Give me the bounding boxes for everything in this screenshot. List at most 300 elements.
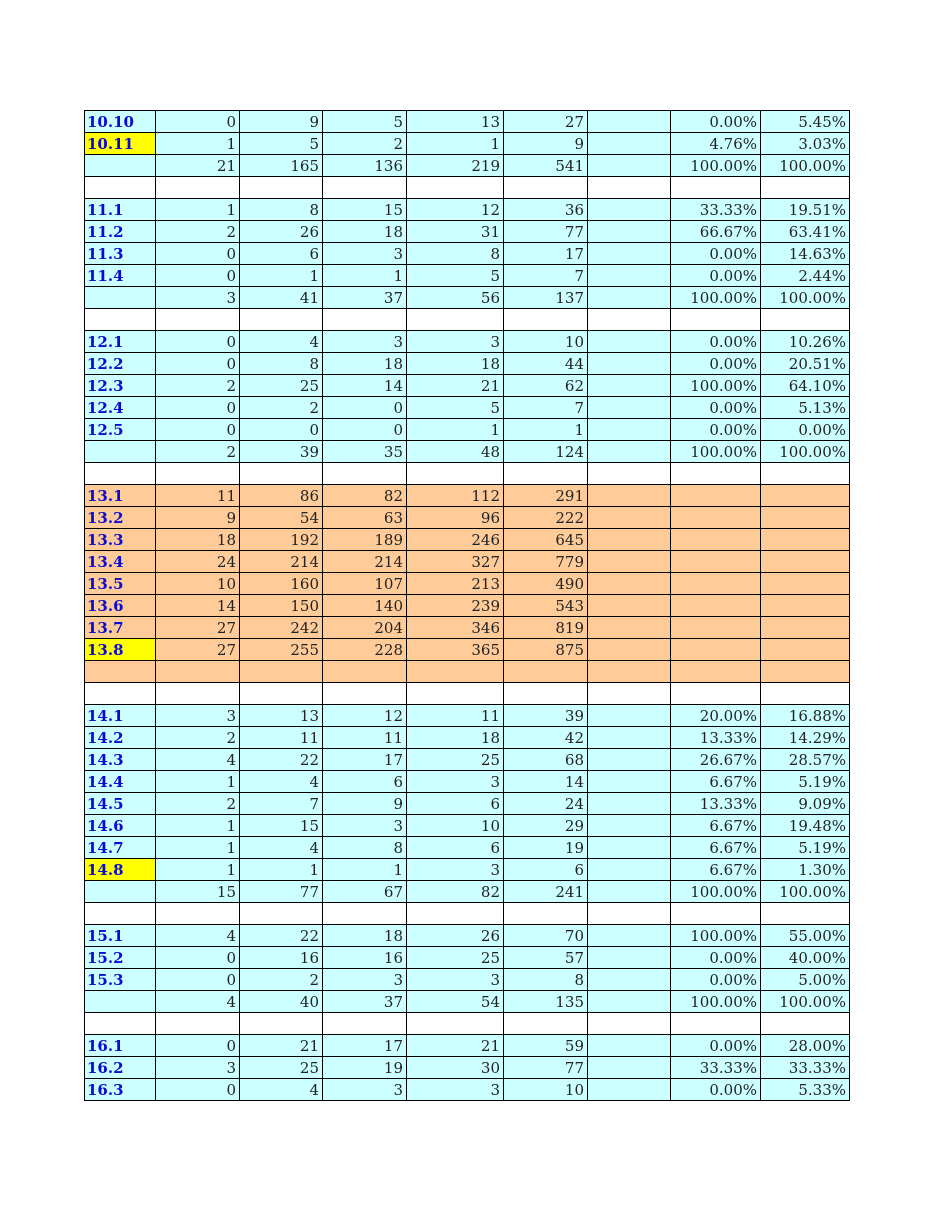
value-cell-col-8[interactable]: 55.00% <box>761 925 850 947</box>
value-cell-col-7[interactable] <box>671 551 761 573</box>
value-cell-col-5[interactable]: 10 <box>504 1079 588 1101</box>
row-label-cell[interactable]: 14.6 <box>85 815 156 837</box>
value-cell-col-1[interactable]: 0 <box>156 353 240 375</box>
value-cell-col-5[interactable]: 17 <box>504 243 588 265</box>
value-cell-col-6[interactable] <box>588 353 671 375</box>
value-cell-col-3[interactable]: 0 <box>323 397 407 419</box>
value-cell-col-3[interactable]: 3 <box>323 969 407 991</box>
row-label-cell[interactable]: 14.8 <box>85 859 156 881</box>
value-cell-col-6[interactable] <box>588 111 671 133</box>
value-cell-col-1[interactable]: 2 <box>156 441 240 463</box>
value-cell-col-7[interactable] <box>671 573 761 595</box>
value-cell-col-2[interactable]: 6 <box>240 243 323 265</box>
row-label-cell[interactable]: 13.8 <box>85 639 156 661</box>
value-cell-col-6[interactable] <box>588 991 671 1013</box>
value-cell-col-5[interactable] <box>504 661 588 683</box>
value-cell-col-4[interactable]: 21 <box>407 375 504 397</box>
value-cell-col-1[interactable]: 1 <box>156 771 240 793</box>
row-label-cell[interactable]: 12.1 <box>85 331 156 353</box>
value-cell-col-6[interactable] <box>588 1013 671 1035</box>
value-cell-col-8[interactable]: 100.00% <box>761 155 850 177</box>
value-cell-col-2[interactable]: 4 <box>240 1079 323 1101</box>
value-cell-col-3[interactable]: 63 <box>323 507 407 529</box>
value-cell-col-5[interactable]: 39 <box>504 705 588 727</box>
value-cell-col-4[interactable]: 30 <box>407 1057 504 1079</box>
value-cell-col-3[interactable] <box>323 177 407 199</box>
value-cell-col-7[interactable]: 0.00% <box>671 353 761 375</box>
value-cell-col-1[interactable]: 3 <box>156 1057 240 1079</box>
value-cell-col-7[interactable]: 100.00% <box>671 155 761 177</box>
value-cell-col-6[interactable] <box>588 265 671 287</box>
value-cell-col-6[interactable] <box>588 133 671 155</box>
value-cell-col-4[interactable]: 6 <box>407 793 504 815</box>
value-cell-col-8[interactable]: 20.51% <box>761 353 850 375</box>
row-label-cell[interactable]: 14.1 <box>85 705 156 727</box>
value-cell-col-2[interactable]: 15 <box>240 815 323 837</box>
value-cell-col-3[interactable]: 11 <box>323 727 407 749</box>
value-cell-col-4[interactable]: 112 <box>407 485 504 507</box>
value-cell-col-1[interactable]: 2 <box>156 793 240 815</box>
row-label-cell[interactable] <box>85 155 156 177</box>
value-cell-col-6[interactable] <box>588 947 671 969</box>
value-cell-col-3[interactable]: 8 <box>323 837 407 859</box>
row-label-cell[interactable]: 11.2 <box>85 221 156 243</box>
value-cell-col-1[interactable]: 0 <box>156 1079 240 1101</box>
value-cell-col-1[interactable]: 1 <box>156 133 240 155</box>
value-cell-col-5[interactable]: 1 <box>504 419 588 441</box>
value-cell-col-8[interactable] <box>761 1013 850 1035</box>
value-cell-col-7[interactable]: 100.00% <box>671 925 761 947</box>
value-cell-col-3[interactable]: 37 <box>323 991 407 1013</box>
value-cell-col-2[interactable]: 86 <box>240 485 323 507</box>
value-cell-col-1[interactable]: 1 <box>156 815 240 837</box>
row-label-cell[interactable] <box>85 661 156 683</box>
value-cell-col-2[interactable]: 21 <box>240 1035 323 1057</box>
row-label-cell[interactable]: 13.5 <box>85 573 156 595</box>
value-cell-col-8[interactable] <box>761 507 850 529</box>
value-cell-col-6[interactable] <box>588 749 671 771</box>
value-cell-col-4[interactable]: 25 <box>407 749 504 771</box>
value-cell-col-2[interactable]: 214 <box>240 551 323 573</box>
row-label-cell[interactable]: 10.11 <box>85 133 156 155</box>
value-cell-col-8[interactable]: 33.33% <box>761 1057 850 1079</box>
value-cell-col-2[interactable]: 5 <box>240 133 323 155</box>
value-cell-col-6[interactable] <box>588 903 671 925</box>
value-cell-col-1[interactable]: 21 <box>156 155 240 177</box>
value-cell-col-2[interactable]: 11 <box>240 727 323 749</box>
row-label-cell[interactable]: 12.3 <box>85 375 156 397</box>
value-cell-col-3[interactable]: 18 <box>323 925 407 947</box>
value-cell-col-7[interactable] <box>671 529 761 551</box>
value-cell-col-4[interactable]: 11 <box>407 705 504 727</box>
value-cell-col-3[interactable]: 35 <box>323 441 407 463</box>
value-cell-col-4[interactable]: 18 <box>407 353 504 375</box>
value-cell-col-7[interactable]: 6.67% <box>671 815 761 837</box>
value-cell-col-6[interactable] <box>588 243 671 265</box>
value-cell-col-4[interactable] <box>407 661 504 683</box>
row-label-cell[interactable]: 16.2 <box>85 1057 156 1079</box>
value-cell-col-4[interactable]: 82 <box>407 881 504 903</box>
value-cell-col-2[interactable]: 22 <box>240 749 323 771</box>
value-cell-col-6[interactable] <box>588 837 671 859</box>
value-cell-col-7[interactable]: 6.67% <box>671 837 761 859</box>
value-cell-col-4[interactable]: 54 <box>407 991 504 1013</box>
value-cell-col-1[interactable]: 0 <box>156 947 240 969</box>
row-label-cell[interactable]: 13.2 <box>85 507 156 529</box>
value-cell-col-1[interactable]: 4 <box>156 749 240 771</box>
value-cell-col-5[interactable]: 291 <box>504 485 588 507</box>
value-cell-col-5[interactable] <box>504 177 588 199</box>
value-cell-col-5[interactable]: 14 <box>504 771 588 793</box>
row-label-cell[interactable]: 12.2 <box>85 353 156 375</box>
row-label-cell[interactable]: 16.1 <box>85 1035 156 1057</box>
value-cell-col-5[interactable]: 124 <box>504 441 588 463</box>
value-cell-col-8[interactable]: 5.45% <box>761 111 850 133</box>
value-cell-col-8[interactable] <box>761 177 850 199</box>
value-cell-col-1[interactable]: 0 <box>156 969 240 991</box>
value-cell-col-5[interactable]: 8 <box>504 969 588 991</box>
value-cell-col-2[interactable]: 77 <box>240 881 323 903</box>
value-cell-col-8[interactable] <box>761 683 850 705</box>
value-cell-col-3[interactable]: 214 <box>323 551 407 573</box>
value-cell-col-7[interactable] <box>671 639 761 661</box>
value-cell-col-5[interactable]: 57 <box>504 947 588 969</box>
value-cell-col-3[interactable] <box>323 903 407 925</box>
value-cell-col-7[interactable] <box>671 903 761 925</box>
value-cell-col-4[interactable]: 3 <box>407 969 504 991</box>
value-cell-col-4[interactable]: 213 <box>407 573 504 595</box>
row-label-cell[interactable] <box>85 991 156 1013</box>
value-cell-col-2[interactable]: 26 <box>240 221 323 243</box>
value-cell-col-4[interactable]: 31 <box>407 221 504 243</box>
row-label-cell[interactable]: 14.2 <box>85 727 156 749</box>
value-cell-col-7[interactable]: 0.00% <box>671 1079 761 1101</box>
value-cell-col-4[interactable]: 239 <box>407 595 504 617</box>
value-cell-col-6[interactable] <box>588 397 671 419</box>
value-cell-col-2[interactable]: 4 <box>240 837 323 859</box>
value-cell-col-3[interactable]: 67 <box>323 881 407 903</box>
value-cell-col-5[interactable] <box>504 309 588 331</box>
value-cell-col-8[interactable]: 19.51% <box>761 199 850 221</box>
row-label-cell[interactable]: 10.10 <box>85 111 156 133</box>
value-cell-col-5[interactable]: 779 <box>504 551 588 573</box>
value-cell-col-8[interactable]: 14.63% <box>761 243 850 265</box>
value-cell-col-8[interactable]: 64.10% <box>761 375 850 397</box>
value-cell-col-3[interactable]: 12 <box>323 705 407 727</box>
value-cell-col-1[interactable]: 0 <box>156 419 240 441</box>
value-cell-col-3[interactable]: 3 <box>323 815 407 837</box>
value-cell-col-2[interactable]: 192 <box>240 529 323 551</box>
value-cell-col-7[interactable] <box>671 617 761 639</box>
value-cell-col-6[interactable] <box>588 573 671 595</box>
value-cell-col-7[interactable]: 20.00% <box>671 705 761 727</box>
value-cell-col-5[interactable]: 19 <box>504 837 588 859</box>
value-cell-col-4[interactable] <box>407 683 504 705</box>
value-cell-col-1[interactable]: 4 <box>156 991 240 1013</box>
value-cell-col-7[interactable]: 66.67% <box>671 221 761 243</box>
value-cell-col-3[interactable]: 14 <box>323 375 407 397</box>
value-cell-col-6[interactable] <box>588 771 671 793</box>
row-label-cell[interactable]: 14.7 <box>85 837 156 859</box>
value-cell-col-7[interactable] <box>671 309 761 331</box>
value-cell-col-5[interactable]: 6 <box>504 859 588 881</box>
value-cell-col-3[interactable]: 3 <box>323 331 407 353</box>
value-cell-col-6[interactable] <box>588 617 671 639</box>
value-cell-col-8[interactable] <box>761 617 850 639</box>
value-cell-col-1[interactable]: 0 <box>156 331 240 353</box>
value-cell-col-6[interactable] <box>588 727 671 749</box>
value-cell-col-5[interactable]: 29 <box>504 815 588 837</box>
row-label-cell[interactable] <box>85 683 156 705</box>
value-cell-col-3[interactable]: 107 <box>323 573 407 595</box>
value-cell-col-1[interactable]: 27 <box>156 639 240 661</box>
value-cell-col-2[interactable] <box>240 463 323 485</box>
value-cell-col-7[interactable]: 0.00% <box>671 419 761 441</box>
value-cell-col-7[interactable]: 0.00% <box>671 397 761 419</box>
value-cell-col-6[interactable] <box>588 375 671 397</box>
row-label-cell[interactable]: 13.7 <box>85 617 156 639</box>
row-label-cell[interactable] <box>85 441 156 463</box>
value-cell-col-7[interactable] <box>671 595 761 617</box>
value-cell-col-8[interactable]: 100.00% <box>761 441 850 463</box>
value-cell-col-2[interactable] <box>240 903 323 925</box>
value-cell-col-1[interactable]: 1 <box>156 837 240 859</box>
row-label-cell[interactable]: 13.4 <box>85 551 156 573</box>
value-cell-col-8[interactable]: 63.41% <box>761 221 850 243</box>
value-cell-col-8[interactable] <box>761 573 850 595</box>
value-cell-col-3[interactable] <box>323 463 407 485</box>
value-cell-col-5[interactable]: 241 <box>504 881 588 903</box>
value-cell-col-4[interactable]: 327 <box>407 551 504 573</box>
value-cell-col-2[interactable] <box>240 177 323 199</box>
row-label-cell[interactable]: 13.1 <box>85 485 156 507</box>
value-cell-col-3[interactable]: 16 <box>323 947 407 969</box>
value-cell-col-5[interactable]: 36 <box>504 199 588 221</box>
value-cell-col-6[interactable] <box>588 639 671 661</box>
value-cell-col-2[interactable]: 150 <box>240 595 323 617</box>
value-cell-col-1[interactable] <box>156 177 240 199</box>
value-cell-col-8[interactable]: 0.00% <box>761 419 850 441</box>
value-cell-col-6[interactable] <box>588 485 671 507</box>
value-cell-col-8[interactable] <box>761 309 850 331</box>
value-cell-col-8[interactable]: 1.30% <box>761 859 850 881</box>
value-cell-col-3[interactable]: 82 <box>323 485 407 507</box>
value-cell-col-2[interactable]: 242 <box>240 617 323 639</box>
value-cell-col-1[interactable]: 11 <box>156 485 240 507</box>
value-cell-col-3[interactable]: 136 <box>323 155 407 177</box>
value-cell-col-2[interactable]: 39 <box>240 441 323 463</box>
value-cell-col-5[interactable]: 543 <box>504 595 588 617</box>
row-label-cell[interactable]: 15.1 <box>85 925 156 947</box>
value-cell-col-4[interactable]: 25 <box>407 947 504 969</box>
value-cell-col-6[interactable] <box>588 793 671 815</box>
value-cell-col-8[interactable]: 19.48% <box>761 815 850 837</box>
value-cell-col-6[interactable] <box>588 309 671 331</box>
value-cell-col-1[interactable]: 2 <box>156 375 240 397</box>
value-cell-col-2[interactable] <box>240 683 323 705</box>
value-cell-col-5[interactable]: 62 <box>504 375 588 397</box>
value-cell-col-1[interactable] <box>156 661 240 683</box>
value-cell-col-4[interactable]: 48 <box>407 441 504 463</box>
value-cell-col-3[interactable]: 37 <box>323 287 407 309</box>
value-cell-col-4[interactable]: 13 <box>407 111 504 133</box>
value-cell-col-6[interactable] <box>588 1079 671 1101</box>
value-cell-col-7[interactable]: 100.00% <box>671 881 761 903</box>
value-cell-col-3[interactable]: 0 <box>323 419 407 441</box>
row-label-cell[interactable]: 11.1 <box>85 199 156 221</box>
value-cell-col-4[interactable]: 365 <box>407 639 504 661</box>
value-cell-col-5[interactable]: 59 <box>504 1035 588 1057</box>
value-cell-col-7[interactable]: 4.76% <box>671 133 761 155</box>
value-cell-col-5[interactable]: 135 <box>504 991 588 1013</box>
row-label-cell[interactable]: 13.6 <box>85 595 156 617</box>
value-cell-col-7[interactable]: 0.00% <box>671 111 761 133</box>
value-cell-col-6[interactable] <box>588 529 671 551</box>
value-cell-col-7[interactable] <box>671 485 761 507</box>
value-cell-col-1[interactable] <box>156 309 240 331</box>
value-cell-col-1[interactable]: 1 <box>156 199 240 221</box>
value-cell-col-4[interactable] <box>407 463 504 485</box>
value-cell-col-2[interactable]: 16 <box>240 947 323 969</box>
value-cell-col-3[interactable]: 2 <box>323 133 407 155</box>
value-cell-col-4[interactable]: 96 <box>407 507 504 529</box>
value-cell-col-4[interactable] <box>407 903 504 925</box>
row-label-cell[interactable]: 14.5 <box>85 793 156 815</box>
value-cell-col-8[interactable]: 10.26% <box>761 331 850 353</box>
value-cell-col-4[interactable]: 10 <box>407 815 504 837</box>
value-cell-col-7[interactable]: 0.00% <box>671 265 761 287</box>
value-cell-col-3[interactable]: 140 <box>323 595 407 617</box>
value-cell-col-4[interactable]: 5 <box>407 265 504 287</box>
value-cell-col-3[interactable]: 3 <box>323 243 407 265</box>
value-cell-col-6[interactable] <box>588 155 671 177</box>
value-cell-col-2[interactable]: 4 <box>240 771 323 793</box>
value-cell-col-8[interactable] <box>761 529 850 551</box>
value-cell-col-4[interactable] <box>407 309 504 331</box>
value-cell-col-7[interactable]: 0.00% <box>671 243 761 265</box>
value-cell-col-4[interactable]: 1 <box>407 419 504 441</box>
value-cell-col-1[interactable]: 0 <box>156 1035 240 1057</box>
value-cell-col-8[interactable] <box>761 463 850 485</box>
value-cell-col-7[interactable]: 13.33% <box>671 793 761 815</box>
row-label-cell[interactable] <box>85 903 156 925</box>
value-cell-col-6[interactable] <box>588 331 671 353</box>
value-cell-col-2[interactable]: 1 <box>240 265 323 287</box>
value-cell-col-8[interactable]: 9.09% <box>761 793 850 815</box>
value-cell-col-6[interactable] <box>588 595 671 617</box>
value-cell-col-2[interactable]: 4 <box>240 331 323 353</box>
value-cell-col-4[interactable] <box>407 1013 504 1035</box>
value-cell-col-2[interactable]: 1 <box>240 859 323 881</box>
value-cell-col-4[interactable]: 18 <box>407 727 504 749</box>
value-cell-col-5[interactable]: 645 <box>504 529 588 551</box>
value-cell-col-3[interactable]: 3 <box>323 1079 407 1101</box>
value-cell-col-8[interactable]: 100.00% <box>761 991 850 1013</box>
value-cell-col-7[interactable]: 100.00% <box>671 991 761 1013</box>
row-label-cell[interactable] <box>85 287 156 309</box>
value-cell-col-6[interactable] <box>588 287 671 309</box>
value-cell-col-5[interactable]: 7 <box>504 397 588 419</box>
value-cell-col-1[interactable] <box>156 903 240 925</box>
value-cell-col-6[interactable] <box>588 1035 671 1057</box>
value-cell-col-5[interactable]: 541 <box>504 155 588 177</box>
value-cell-col-2[interactable]: 165 <box>240 155 323 177</box>
value-cell-col-8[interactable] <box>761 661 850 683</box>
value-cell-col-1[interactable]: 18 <box>156 529 240 551</box>
value-cell-col-3[interactable] <box>323 661 407 683</box>
value-cell-col-4[interactable]: 219 <box>407 155 504 177</box>
value-cell-col-4[interactable]: 3 <box>407 859 504 881</box>
value-cell-col-5[interactable] <box>504 683 588 705</box>
value-cell-col-6[interactable] <box>588 1057 671 1079</box>
value-cell-col-4[interactable]: 5 <box>407 397 504 419</box>
value-cell-col-8[interactable]: 5.00% <box>761 969 850 991</box>
value-cell-col-4[interactable]: 21 <box>407 1035 504 1057</box>
value-cell-col-1[interactable]: 14 <box>156 595 240 617</box>
value-cell-col-6[interactable] <box>588 705 671 727</box>
value-cell-col-1[interactable] <box>156 1013 240 1035</box>
value-cell-col-2[interactable] <box>240 309 323 331</box>
value-cell-col-5[interactable]: 10 <box>504 331 588 353</box>
value-cell-col-2[interactable]: 54 <box>240 507 323 529</box>
value-cell-col-4[interactable]: 6 <box>407 837 504 859</box>
value-cell-col-2[interactable]: 8 <box>240 353 323 375</box>
value-cell-col-3[interactable] <box>323 1013 407 1035</box>
value-cell-col-5[interactable] <box>504 1013 588 1035</box>
value-cell-col-5[interactable]: 24 <box>504 793 588 815</box>
value-cell-col-1[interactable]: 0 <box>156 397 240 419</box>
value-cell-col-8[interactable]: 5.19% <box>761 771 850 793</box>
value-cell-col-7[interactable] <box>671 507 761 529</box>
value-cell-col-5[interactable]: 68 <box>504 749 588 771</box>
value-cell-col-2[interactable]: 255 <box>240 639 323 661</box>
value-cell-col-8[interactable] <box>761 595 850 617</box>
value-cell-col-3[interactable]: 9 <box>323 793 407 815</box>
value-cell-col-7[interactable] <box>671 1013 761 1035</box>
value-cell-col-8[interactable]: 100.00% <box>761 881 850 903</box>
value-cell-col-2[interactable]: 25 <box>240 1057 323 1079</box>
value-cell-col-2[interactable]: 13 <box>240 705 323 727</box>
value-cell-col-4[interactable]: 3 <box>407 1079 504 1101</box>
value-cell-col-6[interactable] <box>588 441 671 463</box>
value-cell-col-6[interactable] <box>588 969 671 991</box>
value-cell-col-3[interactable]: 1 <box>323 859 407 881</box>
row-label-cell[interactable]: 14.3 <box>85 749 156 771</box>
value-cell-col-3[interactable] <box>323 683 407 705</box>
value-cell-col-1[interactable]: 1 <box>156 859 240 881</box>
value-cell-col-6[interactable] <box>588 507 671 529</box>
value-cell-col-8[interactable]: 14.29% <box>761 727 850 749</box>
row-label-cell[interactable]: 11.3 <box>85 243 156 265</box>
value-cell-col-2[interactable]: 25 <box>240 375 323 397</box>
value-cell-col-6[interactable] <box>588 177 671 199</box>
value-cell-col-6[interactable] <box>588 199 671 221</box>
value-cell-col-1[interactable] <box>156 683 240 705</box>
value-cell-col-8[interactable] <box>761 639 850 661</box>
value-cell-col-5[interactable] <box>504 903 588 925</box>
value-cell-col-3[interactable]: 19 <box>323 1057 407 1079</box>
value-cell-col-7[interactable]: 0.00% <box>671 969 761 991</box>
value-cell-col-1[interactable]: 3 <box>156 705 240 727</box>
value-cell-col-7[interactable]: 26.67% <box>671 749 761 771</box>
value-cell-col-3[interactable]: 204 <box>323 617 407 639</box>
value-cell-col-5[interactable] <box>504 463 588 485</box>
value-cell-col-5[interactable]: 77 <box>504 1057 588 1079</box>
value-cell-col-5[interactable]: 9 <box>504 133 588 155</box>
value-cell-col-1[interactable]: 27 <box>156 617 240 639</box>
value-cell-col-2[interactable]: 41 <box>240 287 323 309</box>
value-cell-col-7[interactable]: 6.67% <box>671 771 761 793</box>
